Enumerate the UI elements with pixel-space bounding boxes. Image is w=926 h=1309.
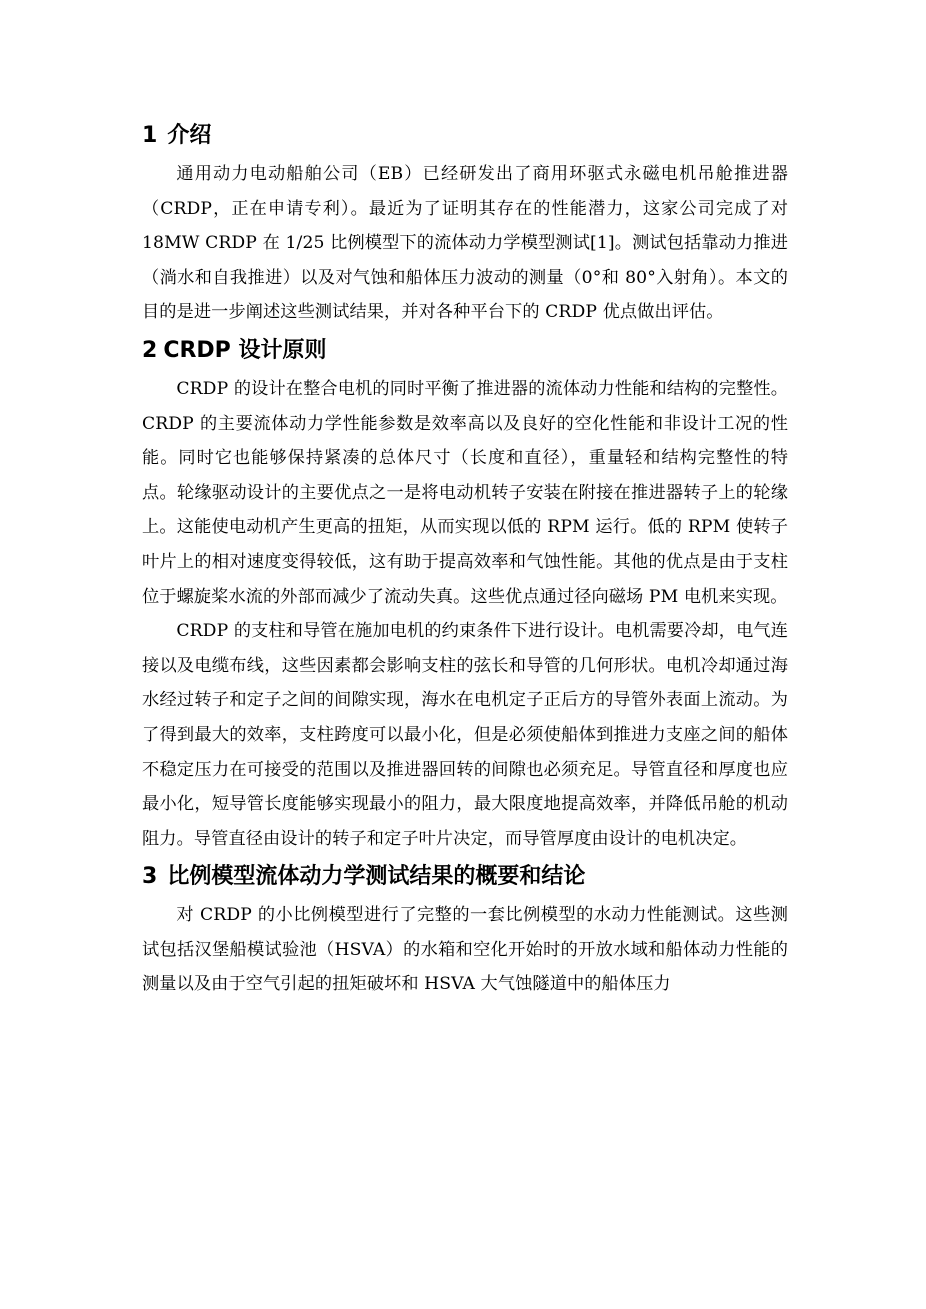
section-heading-3 xyxy=(142,859,788,895)
paragraph: CRDP 的支柱和导管在施加电机的约束条件下进行设计。电机需要冷却，电气连接以及电缆布线，这些因素都会影响支柱的弦长和导管的几何形状。电机冷却通过海水经过转子和定子之间的间隙实现，海水在电机定子正后方的导管外表面上流动。为了得到最大的效率，支柱跨度可以最小化，但是必须使船体到推进力支座之间的船体不稳定压力在可接受的范围以及推进器回转的间隙也必须充足。导管直径和厚度也应最小化，短导管长度能够实现最小的阻力，最大限度地提高效率，并降低吊舱的机动阻力。导管直径由设计的转子和定子叶片决定，而导管厚度由设计的电机决定。 xyxy=(142,621,788,849)
section-number: 1 xyxy=(142,123,158,148)
section-number: 2 xyxy=(142,337,158,363)
section-heading-1 xyxy=(142,118,788,154)
document-page xyxy=(142,118,788,1002)
section-title: 比例模型流体动力学测试结果的概要和结论 xyxy=(167,864,586,890)
section-title: CRDP 设计原则 xyxy=(163,337,327,363)
paragraph: 对 CRDP 的小比例模型进行了完整的一套比例模型的水动力性能测试。这些测试包括汉堡船模试验池（HSVA）的水箱和空化开始时的开放水域和船体动力性能的测量以及由于空气引起的扭矩破坏和 HSVA 大气蚀隧道中的船体压力 xyxy=(142,905,788,995)
section-title: 介绍 xyxy=(167,123,212,148)
paragraph: 通用动力电动船舶公司（EB）已经研发出了商用环驱式永磁电机吊舱推进器（CRDP，正在申请专利）。最近为了证明其存在的性能潜力，这家公司完成了对 18MW CRDP 在 1/25 比例模型下的流体动力学模型测试[1]。测试包括靠动力推进（淌水和自我推进）以及对气蚀和船体压力波动的测量（0°和 80°入射角）。本文的目的是进一步阐述这些测试结果，并对各种平台下的 CRDP 优点做出评估。 xyxy=(142,164,788,323)
section-number: 3 xyxy=(142,864,158,890)
paragraph: CRDP 的设计在整合电机的同时平衡了推进器的流体动力性能和结构的完整性。CRDP 的主要流体动力学性能参数是效率高以及良好的空化性能和非设计工况的性能。同时它也能够保持紧凑的总体尺寸（长度和直径），重量轻和结构完整性的特点。轮缘驱动设计的主要优点之一是将电动机转子安装在附接在推进器转子上的轮缘上。这能使电动机产生更高的扭矩，从而实现以低的 RPM 运行。低的 RPM 使转子叶片上的相对速度变得较低，这有助于提高效率和气蚀性能。其他的优点是由于支柱位于螺旋桨水流的外部而减少了流动失真。这些优点通过径向磁场 PM 电机来实现。 xyxy=(142,378,788,607)
section-heading-2 xyxy=(142,333,788,369)
